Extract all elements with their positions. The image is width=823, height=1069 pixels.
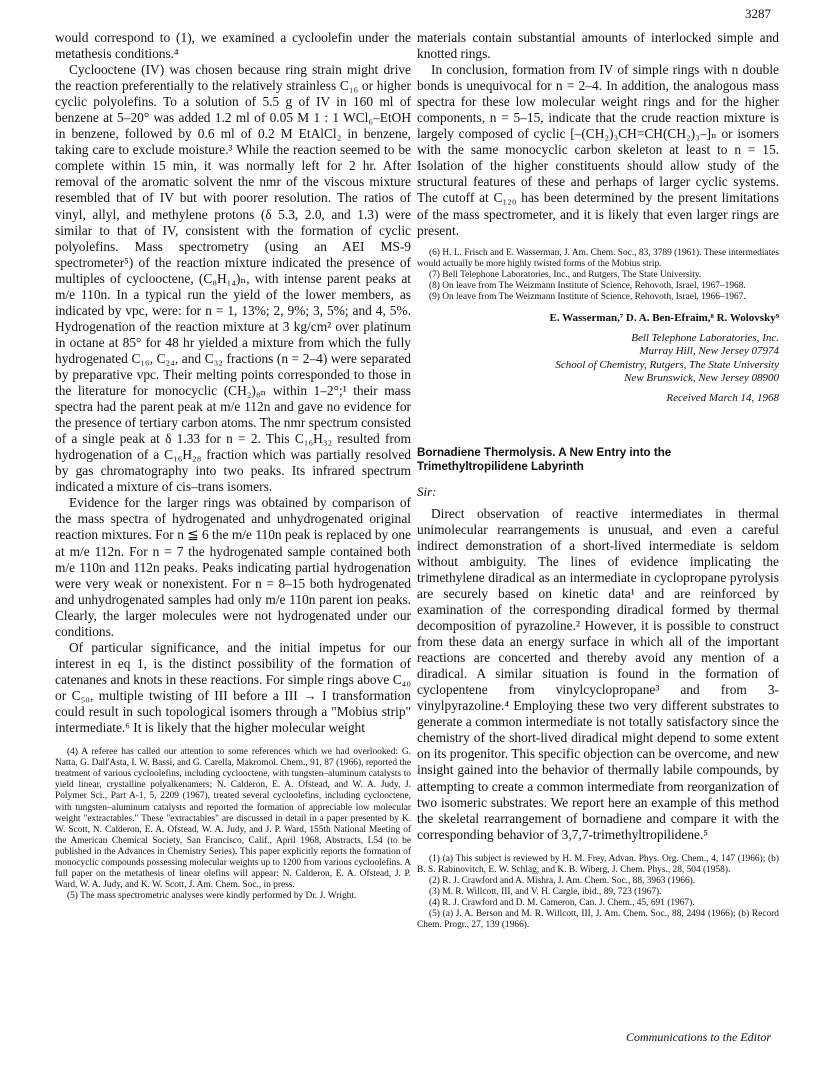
- affiliation-line: School of Chemistry, Rutgers, The State University: [555, 358, 779, 371]
- right-column: [417, 30, 779, 931]
- footnotes: [417, 248, 779, 303]
- body-paragraph: In conclusion, formation from IV of simple rings with n double bonds is unequivocal for n = 2–4. In addition, the analogous mass spectra for these low molecular weight rings and for the higher components, n = 5–15, indicate that the crude reaction mixture is largely composed of cyclic [–(CH₂)₃CH=CH(CH₂)₃–]ₙ or isomers with the same monocyclic carbon skeleton at least to n = 15. Isolation of the higher constituents should allow study of the structural features of these and perhaps of larger cyclic systems. The cutoff at C₁₂₀ has been determined by the present limitations of the mass spectrometer, and it is likely that even larger rings are present.: [417, 62, 779, 238]
- footnote: (5) (a) J. A. Berson and M. R. Willcott, III, J. Am. Chem. Soc., 88, 2494 (1966); (b) Record Chem. Progr., 27, 139 (1966).: [417, 909, 779, 931]
- footnote: (3) M. R. Willcott, III, and V. H. Cargle, ibid., 89, 723 (1967).: [429, 886, 662, 897]
- section-footer: Communications to the Editor: [626, 1030, 771, 1044]
- left-column: [55, 30, 411, 902]
- footnote: (4) A referee has called our attention to some references which we had overlooked: G. Natta, G. Dall'Asta, I. W. Bassi, and G. Carella, Makromol. Chem., 91, 87 (1966), reported the treatment of various cycloolefins, including cyclooctene, with tungsten–aluminum catalysts to yield linear, crystalline polyalkenamers; N. Calderon, E. A. Ofstead, and W. A. Judy, J. Polymer Sci., Part A-1, 5, 2209 (1967), treated several cycloolefins, including cyclooctene, with tungsten–aluminum catalysts and reported the formation of appreciable low molecular weight "extractables." These "extractables" are discussed in detail in a paper presented by K. W. Scott, N. Calderon, E. A. Ofstead, W. A. Judy, and J. P. Ward, 155th National Meeting of the American Chemical Society, San Francisco, Calif., April 1968, Abstracts, L54 (to be published in the Advances in Chemistry Series). This paper explicitly reports the formation of monocyclic compounds possessing molecular weights up to 1200 from various cycloolefins. A full paper on the metathesis of linear olefins will appear: N. Calderon, E. A. Ofstead, J. P. Ward, W. A. Judy, and K. W. Scott, J. Am. Chem. Soc., in press.: [55, 747, 411, 891]
- salutation: Sir:: [417, 483, 437, 499]
- affiliation-line: New Brunswick, New Jersey 08900: [624, 372, 779, 385]
- footnote: (7) Bell Telephone Laboratories, Inc., and Rutgers, The State University.: [429, 269, 702, 280]
- footnote: (6) H. L. Frisch and E. Wasserman, J. Am. Chem. Soc., 83, 3789 (1961). These intermediates would actually be more highly twisted forms of the Mobius strip.: [417, 247, 779, 269]
- affiliation-line: Bell Telephone Laboratories, Inc.: [631, 332, 779, 345]
- body-paragraph: Cyclooctene (IV) was chosen because ring strain might drive the reaction preferentially to the relatively strainless C₁₆ or higher cyclic polyolefins. To a solution of 5.5 g of IV in 160 ml of benzene at 5–20° was added 1.2 ml of 0.05 M 1 : 1 WCl₆–EtOH in benzene, followed by 0.6 ml of 0.2 M EtAlCl₂ in benzene, taking care to exclude moisture.³ While the reaction seemed to be complete within 15 min, it was normally left for 2 hr. After removal of the aromatic solvent the nmr of the viscous mixture resembled that of IV but with poorer resolution. The ratios of vinyl, allyl, and methylene protons (δ 5.3, 2.0, and 1.3) were similar to that of IV, consistent with the formation of cyclic polyolefins. Mass spectrometry (using an AEI MS-9 spectrometer⁵) of the reaction mixture indicated the presence of multiples of cyclooctene, (C₈H₁₄)ₙ, with intense parent peaks at m/e 110n. In a typical run the yield of the lower members, as indicated by vpc, were: for n = 1, 13%; 2, 9%; 3, 5%; and 4, 5%. Hydrogenation of the reaction mixture at 3 kg/cm² over platinum in octane at 85° for 48 hr yielded a mixture from which the fully hydrogenated C₁₆, C₂₄, and C₃₂ fractions (n = 2–4) were separated by preparative vpc. Their melting points corresponded to those in the literature for monocyclic (CH₂)₈ₙ within 1–2°;¹ their mass spectra had the parent peak at m/e 112n and gave no evidence for the presence of tertiary carbon atoms. The nmr spectrum consisted of a single peak at δ 1.33 for n = 2. This C₁₆H₃₂ resulted from hydrogenation of a C₁₆H₂₈ fraction which was partially resolved by gas chromatography into two peaks. Its infrared spectrum indicated a mixture of cis–trans isomers.: [55, 62, 411, 495]
- footnote: (5) The mass spectrometric analyses were kindly performed by Dr. J. Wright.: [67, 891, 357, 902]
- body-paragraph: Of particular significance, and the initial impetus for our interest in eq 1, is the distinct possibility of the formation of catenanes and knots in these reactions. For simple rings above C₄₀ or C₅₀, multiple twisting of III before a III → I transformation could result in such topological isomers through a "Mobius strip" intermediate.⁶ It is likely that the higher molecular weight: [55, 639, 411, 736]
- affiliations: [417, 332, 779, 386]
- footnote: (8) On leave from The Weizmann Institute of Science, Rehovoth, Israel, 1967–1968.: [429, 280, 746, 291]
- footnote: (9) On leave from The Weizmann Institute of Science, Rehovoth, Israel, 1966–1967.: [429, 291, 746, 302]
- body-paragraph: Evidence for the larger rings was obtained by comparison of the mass spectra of hydrogenated and unhydrogenated original reaction mixtures. For n ≦ 6 the m/e 110n peak is replaced by one at m/e 112n. For n = 7 the hydrogenated sample contained both m/e 110n and 112n peaks. Peaks indicating partial hydrogenation were very weak or nonexistent. For n = 8–15 both hydrogenated and unhydrogenated samples had only m/e 110n parent ion peaks. Clearly, the larger molecules were not hydrogenated under our conditions.: [55, 495, 411, 639]
- body-paragraph: would correspond to (1), we examined a cycloolefin under the metathesis conditions.⁴: [55, 30, 411, 62]
- author-list: E. Wasserman,⁷ D. A. Ben-Efraim,⁸ R. Wolovsky⁹: [549, 312, 779, 325]
- footnote: (4) R. J. Crawford and D. M. Cameron, Can. J. Chem., 45, 691 (1967).: [429, 898, 695, 909]
- footnote: (1) (a) This subject is reviewed by H. M. Frey, Advan. Phys. Org. Chem., 4, 147 (1966); (b) B. S. Rabinovitch, E. W. Schlag, and K. B. Wiberg, J. Chem. Phys., 28, 504 (1958).: [417, 853, 779, 875]
- received-date: Received March 14, 1968: [666, 391, 779, 404]
- page-number: 3287: [745, 6, 771, 21]
- body-paragraph: materials contain substantial amounts of interlocked simple and knotted rings.: [417, 30, 779, 62]
- article-title: Bornadiene Thermolysis. A New Entry into the Trimethyltropilidene Labyrinth: [417, 445, 672, 473]
- footnotes: [55, 747, 411, 902]
- footnote: (2) R. J. Crawford and A. Mishra, J. Am. Chem. Soc., 88, 3963 (1966).: [429, 875, 696, 886]
- affiliation-line: Murray Hill, New Jersey 07974: [639, 345, 779, 358]
- body-paragraph: Direct observation of reactive intermediates in thermal unimolecular rearrangements is unusual, and even a careful indirect demonstration of a short-lived intermediate is seldom without ambiguity. The lines of evidence implicating the trimethylene diradical as an intermediate in cyclopropane pyrolysis are securely based on kinetic data¹ and are reinforced by examination of the corresponding diradical formed by thermal decomposition of pyrazoline.² However, it is possible to construct from these data an energy surface in which all of the important reactions are concerted and thereby avoid any mention of a diradical. A similar situation is found in the formation of cyclopentene from vinylcyclopropane³ and from 3-vinylpyrazoline.⁴ Employing these two very different substrates to generate a common intermediate is not totally satisfactory since the chemistry of the short-lived diradical might depend to some extent on its progenitor. This specific objection can be overcome, and new insight gained into the behavior of thermally labile compounds, by attempting to create a common intermediate from reorganization of two isomeric substrates. We report here an example of this method the skeletal rearrangement of bornadiene and compare it with the corresponding behavior of 3,7,7-trimethyltropilidene.⁵: [417, 505, 779, 842]
- footnotes: [417, 854, 779, 932]
